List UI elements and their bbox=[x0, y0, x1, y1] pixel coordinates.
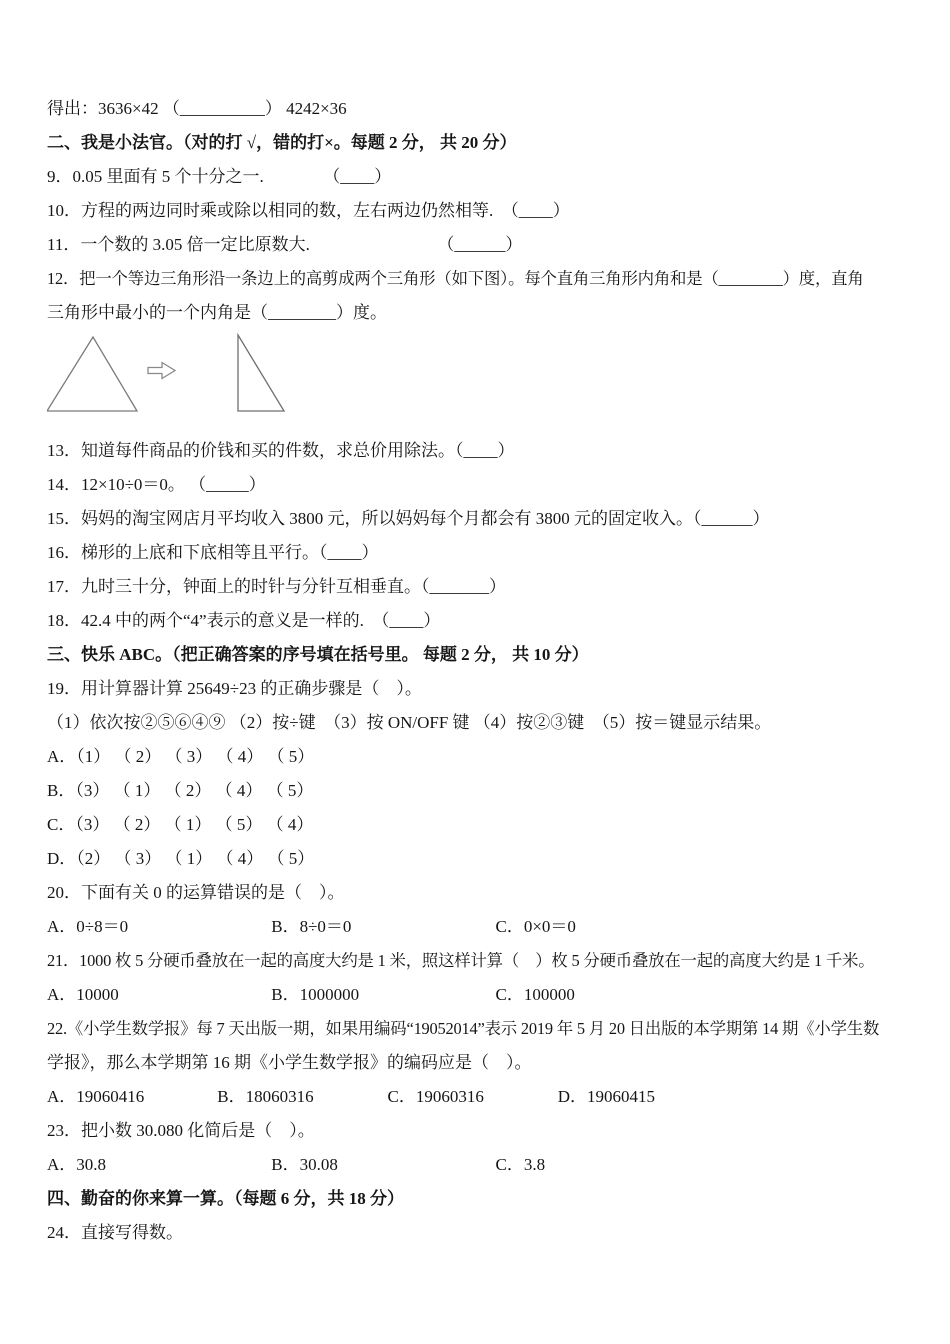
question-23-option-c: C．3.8 bbox=[495, 1155, 546, 1174]
question-22-option-b: B．18060316 bbox=[217, 1087, 314, 1106]
section-two-header: 二、我是小法官。（对的打 √，错的打×。每题 2 分， 共 20 分） bbox=[47, 133, 517, 152]
right-arrow-icon bbox=[148, 363, 175, 379]
question-21-options bbox=[47, 978, 905, 1012]
question-21-option-c: C．100000 bbox=[495, 985, 575, 1004]
triangle-figure bbox=[47, 330, 905, 434]
question-11: 11．一个数的 3.05 倍一定比原数大. （______） bbox=[47, 235, 523, 254]
question-20-option-a: A．0÷8＝0 bbox=[47, 917, 129, 936]
question-12-line2: 三角形中最小的一个内角是（________）度。 bbox=[47, 303, 387, 322]
question-21-stem: 21．1000 枚 5 分硬币叠放在一起的高度大约是 1 米，照这样计算（ ）枚 5 分硬币叠放在一起的高度大约是 1 千米。 bbox=[47, 951, 875, 970]
question-19-option-d: D．（2） （ 3） （ 1） （ 4） （ 5） bbox=[47, 849, 315, 868]
question-15: 15．妈妈的淘宝网店月平均收入 3800 元，所以妈妈每个月都会有 3800 元的固定收入。（______） bbox=[47, 509, 770, 528]
question-23-stem: 23．把小数 30.080 化简后是（ ）。 bbox=[47, 1121, 315, 1140]
question-22-option-a: A．19060416 bbox=[47, 1087, 145, 1106]
question-14: 14．12×10÷0＝0。 （_____） bbox=[47, 475, 266, 494]
question-21-option-b: B．1000000 bbox=[271, 985, 360, 1004]
question-22-option-c: C．19060316 bbox=[387, 1087, 484, 1106]
question-19-stem: 19．用计算器计算 25649÷23 的正确步骤是（ ）。 bbox=[47, 679, 422, 698]
question-23-option-b: B．30.08 bbox=[271, 1155, 338, 1174]
question-17: 17．九时三十分，钟面上的时针与分针互相垂直。（_______） bbox=[47, 577, 506, 596]
section-four-header: 四、勤奋的你来算一算。（每题 6 分，共 18 分） bbox=[47, 1189, 404, 1208]
question-16: 16．梯形的上底和下底相等且平行。（____） bbox=[47, 543, 379, 562]
question-20-stem: 20．下面有关 0 的运算错误的是（ ）。 bbox=[47, 883, 345, 902]
question-22-line1: 22.《小学生数学报》每 7 天出版一期，如果用编码“19052014”表示 2019 年 5 月 20 日出版的本学期第 14 期《小学生数 bbox=[47, 1019, 880, 1038]
question-19-option-a: A．（1） （ 2） （ 3） （ 4） （ 5） bbox=[47, 747, 315, 766]
question-20-option-c: C．0×0＝0 bbox=[495, 917, 576, 936]
question-21-option-a: A．10000 bbox=[47, 985, 119, 1004]
question-22-options bbox=[47, 1080, 905, 1114]
question-23-options bbox=[47, 1148, 905, 1182]
question-22-line2: 学报》，那么本学期第 16 期《小学生数学报》的编码应是（ ）。 bbox=[47, 1053, 532, 1072]
section-three-header: 三、快乐 ABC。（把正确答案的序号填在括号里。 每题 2 分， 共 10 分） bbox=[47, 645, 589, 664]
question-18: 18．42.4 中的两个“4”表示的意义是一样的. （____） bbox=[47, 611, 441, 630]
question-20-option-b: B．8÷0＝0 bbox=[271, 917, 352, 936]
question-22-option-d: D．19060415 bbox=[557, 1087, 656, 1106]
right-triangle bbox=[238, 335, 284, 411]
question-19-option-b: B．（3） （ 1） （ 2） （ 4） （ 5） bbox=[47, 781, 314, 800]
question-12-line1: 12．把一个等边三角形沿一条边上的高剪成两个三角形（如下图）。每个直角三角形内角和是（________）度，直角 bbox=[47, 269, 864, 288]
intro-line: 得出：3636×42 （__________） 4242×36 bbox=[47, 99, 347, 118]
question-13: 13．知道每件商品的价钱和买的件数，求总价用除法。（____） bbox=[47, 441, 515, 460]
triangle-figure-svg bbox=[47, 330, 367, 434]
question-9: 9．0.05 里面有 5 个十分之一. （____） bbox=[47, 167, 392, 186]
question-23-option-a: A．30.8 bbox=[47, 1155, 107, 1174]
equilateral-triangle bbox=[47, 337, 137, 411]
question-10: 10．方程的两边同时乘或除以相同的数，左右两边仍然相等. （____） bbox=[47, 201, 570, 220]
question-19-option-c: C．（3） （ 2） （ 1） （ 5） （ 4） bbox=[47, 815, 314, 834]
question-20-options bbox=[47, 910, 905, 944]
question-19-steps: （1）依次按②⑤⑥④⑨ （2）按÷键 （3）按 ON/OFF 键 （4）按②③键 （5）按＝键显示结果。 bbox=[47, 713, 772, 732]
question-24: 24．直接写得数。 bbox=[47, 1223, 183, 1242]
